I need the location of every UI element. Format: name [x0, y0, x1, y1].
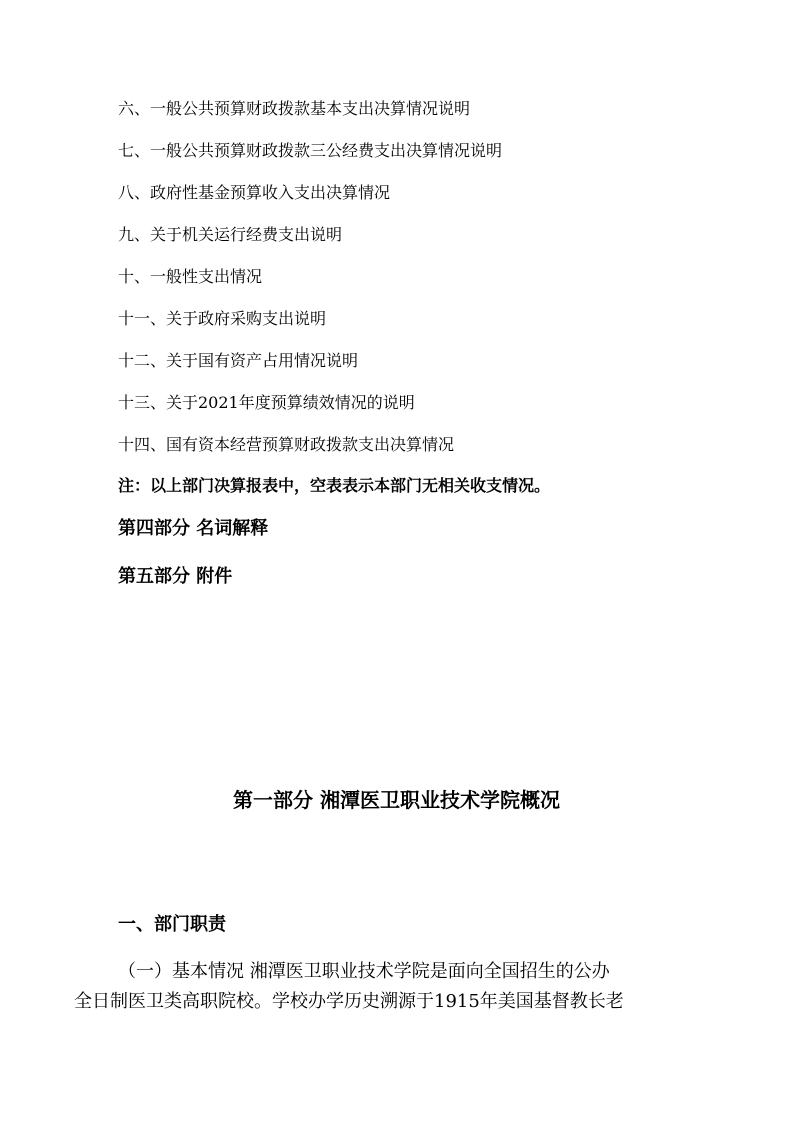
toc-item: 十四、国有资本经营预算财政拨款支出决算情况 [118, 435, 455, 454]
table-of-contents [118, 94, 758, 472]
toc-item: 七、一般公共预算财政拨款三公经费支出决算情况说明 [118, 141, 503, 160]
toc-item: 十三、关于2021年度预算绩效情况的说明 [118, 393, 415, 412]
paragraph-line: 全日制医卫类高职院校。学校办学历史溯源于1915年美国基督教长老 [74, 991, 624, 1012]
page-title: 第一部分 湘潭医卫职业技术学院概况 [233, 788, 560, 812]
toc-item: 十一、关于政府采购支出说明 [118, 309, 327, 328]
part-five-heading: 第五部分 附件 [118, 566, 233, 587]
toc-item: 十二、关于国有资产占用情况说明 [118, 351, 359, 370]
section-heading: 一、部门职责 [118, 914, 226, 935]
paragraph-line: （一）基本情况 湘潭医卫职业技术学院是面向全国招生的公办 [118, 961, 610, 982]
toc-item: 九、关于机关运行经费支出说明 [118, 225, 343, 244]
toc-item: 十、一般性支出情况 [118, 267, 263, 286]
toc-item: 六、一般公共预算财政拨款基本支出决算情况说明 [118, 99, 471, 118]
part-four-heading: 第四部分 名词解释 [118, 518, 269, 539]
toc-note: 注：以上部门决算报表中，空表表示本部门无相关收支情况。 [118, 476, 551, 495]
toc-item: 八、政府性基金预算收入支出决算情况 [118, 183, 391, 202]
